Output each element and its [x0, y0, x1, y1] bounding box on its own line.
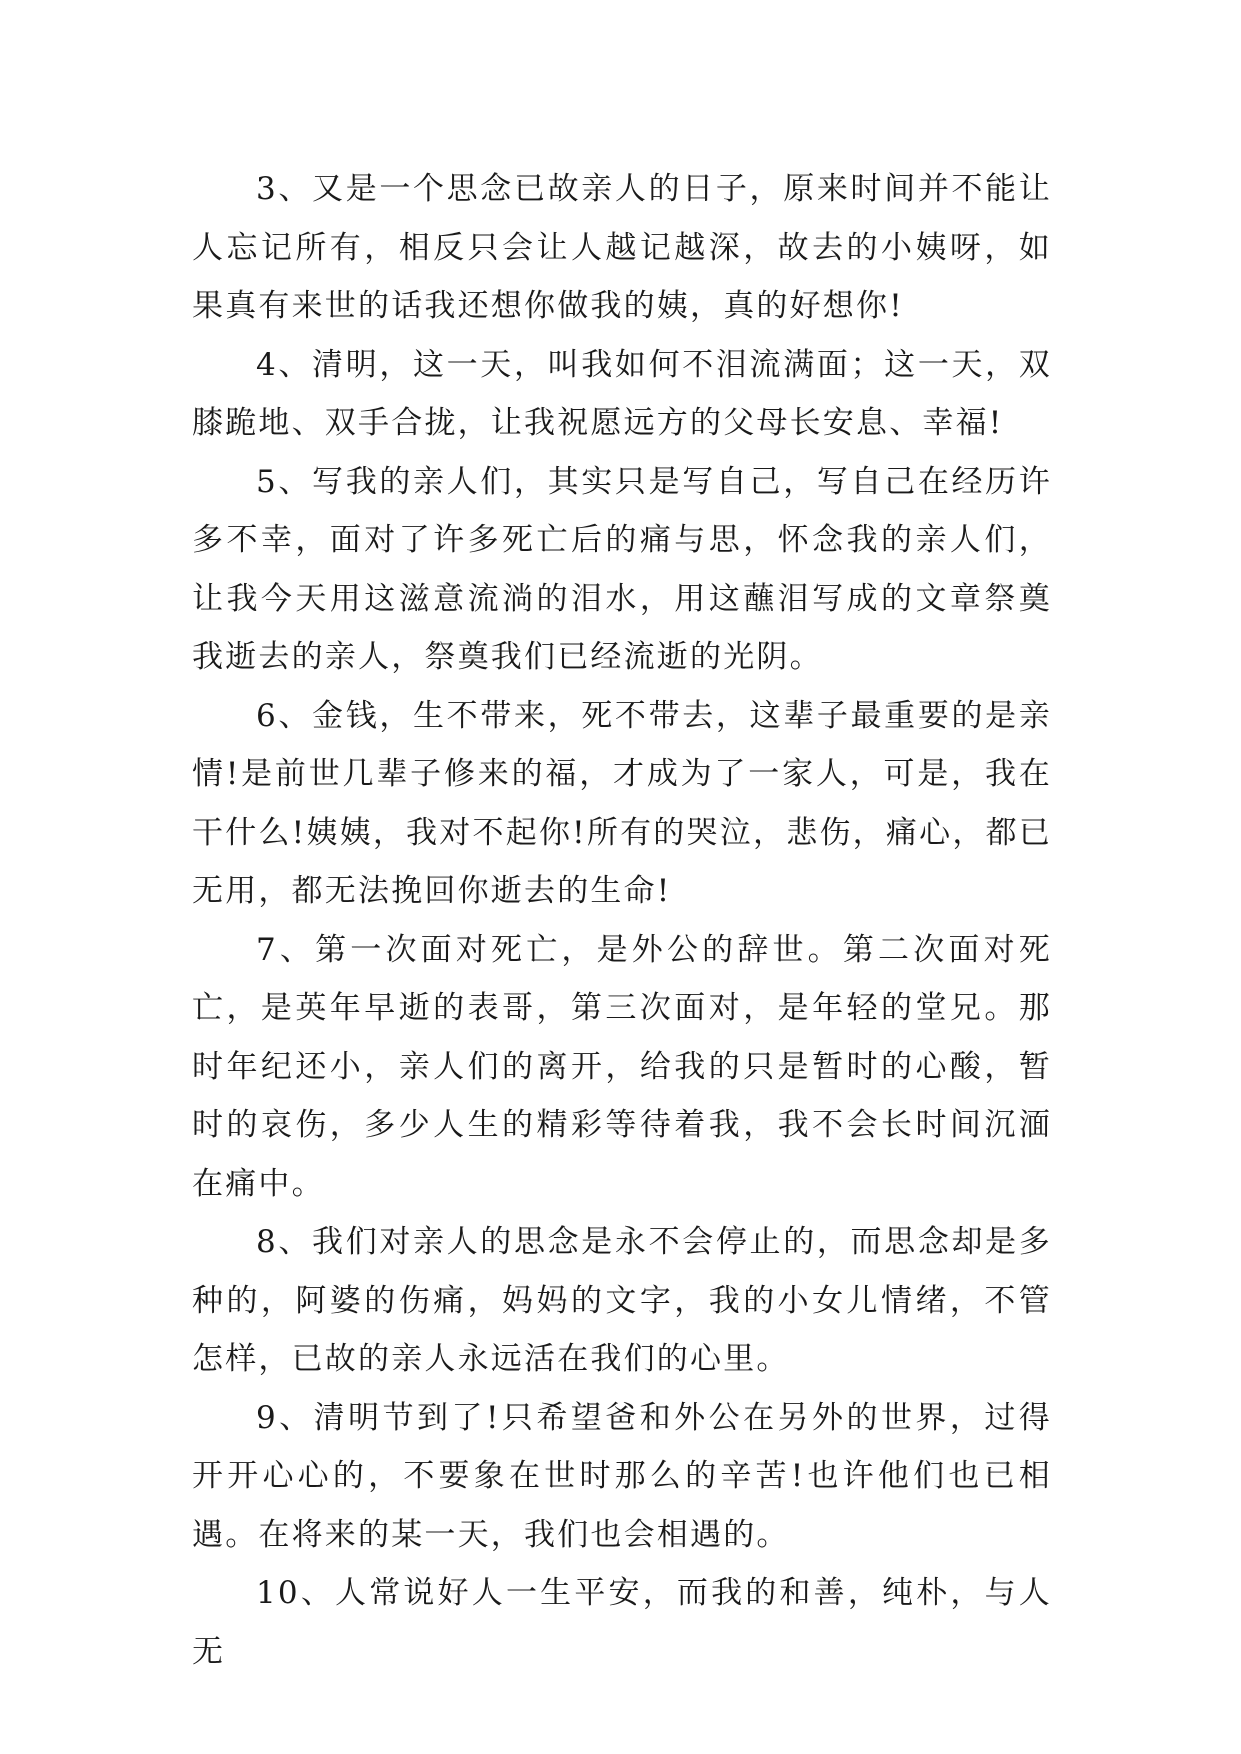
paragraph-8: 8、我们对亲人的思念是永不会停止的，而思念却是多种的，阿婆的伤痛，妈妈的文字，我的小女儿情绪，不管怎样，已故的亲人永远活在我们的心里。 — [192, 1224, 1052, 1377]
paragraph-10: 10、人常说好人一生平安，而我的和善，纯朴，与人无 — [192, 1575, 1052, 1670]
document-body — [192, 160, 1052, 1681]
paragraph-5: 5、写我的亲人们，其实只是写自己，写自己在经历许多不幸，面对了许多死亡后的痛与思，怀念我的亲人们，让我今天用这滋意流淌的泪水，用这蘸泪写成的文章祭奠我逝去的亲人，祭奠我们已经流逝的光阴。 — [192, 463, 1052, 675]
paragraph-4: 4、清明，这一天，叫我如何不泪流满面；这一天，双膝跪地、双手合拢，让我祝愿远方的父母长安息、幸福! — [192, 346, 1052, 441]
paragraph-3: 3、又是一个思念已故亲人的日子，原来时间并不能让人忘记所有，相反只会让人越记越深，故去的小姨呀，如果真有来世的话我还想你做我的姨，真的好想你! — [192, 171, 1052, 324]
paragraph-9: 9、清明节到了!只希望爸和外公在另外的世界，过得开开心心的，不要象在世时那么的辛苦!也许他们也已相遇。在将来的某一天，我们也会相遇的。 — [192, 1399, 1052, 1553]
paragraph-6: 6、金钱，生不带来，死不带去，这辈子最重要的是亲情!是前世几辈子修来的福，才成为了一家人，可是，我在干什么!姨姨，我对不起你!所有的哭泣，悲伤，痛心，都已无用，都无法挽回你逝去的生命! — [192, 697, 1052, 909]
paragraph-7: 7、第一次面对死亡，是外公的辞世。第二次面对死亡，是英年早逝的表哥，第三次面对，是年轻的堂兄。那时年纪还小，亲人们的离开，给我的只是暂时的心酸，暂时的哀伤，多少人生的精彩等待着我，我不会长时间沉湎在痛中。 — [192, 931, 1052, 1202]
